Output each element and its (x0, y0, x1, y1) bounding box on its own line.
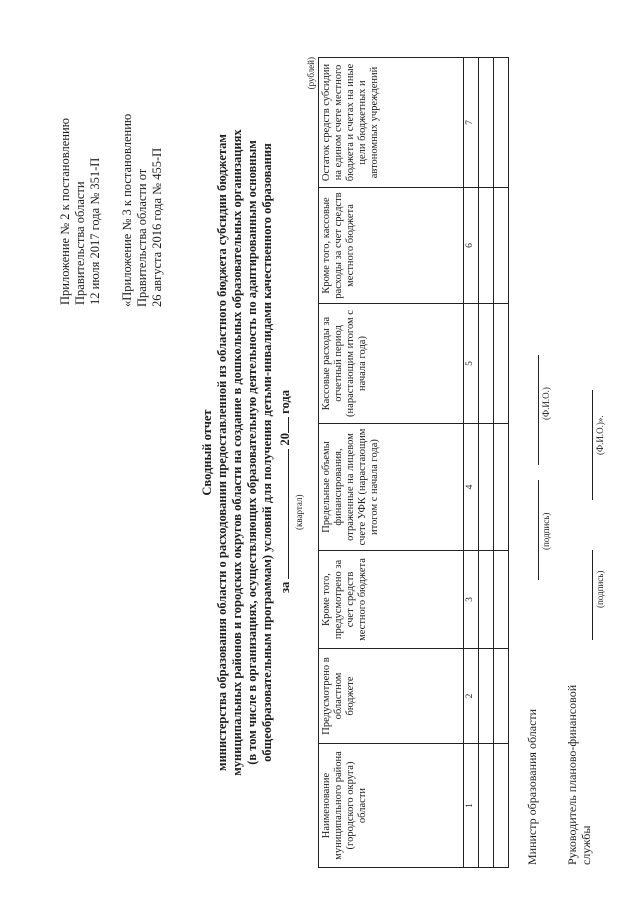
period-year: 20 (278, 432, 292, 446)
title-line-2: министерства образования области о расходовании предоставленной из областного бюджета субсидии бюджетам (215, 134, 229, 771)
approval-new-line-3: 12 июля 2017 года № 351-П (88, 157, 102, 305)
column-number: 2 (464, 649, 479, 744)
table-header-cell: Кроме того, кассовые расходы за счет средств местного бюджета (319, 188, 464, 304)
approval-old-line-2: Правительства области от (135, 168, 149, 307)
minister-label: Министр образования области (525, 708, 539, 865)
table-row (479, 58, 494, 868)
period-prefix: за (278, 581, 292, 593)
table-cell (494, 649, 509, 744)
table-cell (479, 58, 494, 188)
head-label (565, 685, 593, 865)
table-cell (494, 551, 509, 649)
approval-old-line-3: 26 августа 2016 года № 455-П (150, 147, 164, 307)
title-line-1: Сводный отчет (200, 409, 214, 496)
report-table (318, 57, 509, 868)
period-suffix: года (278, 390, 292, 414)
table-cell (479, 649, 494, 744)
head-signature-caption: (подпись) (595, 570, 605, 608)
period-line (278, 390, 293, 593)
table-cell (494, 304, 509, 424)
table-cell (494, 58, 509, 188)
table-cell (494, 424, 509, 551)
table-number-row (464, 58, 479, 868)
title-line-5: общеобразовательным программам) условий для получения детьми-инвалидами качественного образования (260, 143, 274, 762)
approval-block-old (120, 114, 165, 307)
table-header-cell: Кассовые расходы за отчетный период (нарастающим итогом с начала года) (319, 304, 464, 424)
head-name-line (592, 390, 593, 500)
units-label: (рублей) (306, 57, 316, 90)
period-year-blank (288, 417, 289, 433)
column-number: 3 (464, 551, 479, 649)
table-cell (479, 188, 494, 304)
approval-old-line-1: «Приложение № 3 к постановлению (120, 113, 134, 307)
report-title (200, 0, 275, 905)
title-line-3: муниципальных районов и городских округов области на создание в дошкольных образовательных организациях (230, 129, 244, 776)
minister-signature-line (538, 480, 539, 580)
approval-new-line-2: Правительства области (73, 181, 87, 305)
column-number: 5 (464, 304, 479, 424)
head-label-line-1: Руководитель планово-финансовой (565, 684, 579, 865)
period-caption: (квартал) (294, 494, 304, 530)
period-quarter-blank (288, 449, 289, 579)
table-cell (479, 744, 494, 868)
table-header-cell: Наименование муниципального района (городского округа) области (319, 744, 464, 868)
minister-signature-caption: (подпись) (541, 512, 551, 550)
table-header-cell: Предусмотрено в областном бюджете (319, 649, 464, 744)
table-cell (479, 551, 494, 649)
minister-name-line (538, 355, 539, 465)
table-cell (494, 744, 509, 868)
head-name-caption: (Ф.И.О.)». (595, 415, 605, 455)
title-line-4: (в том числе в организациях, осуществляющих образовательную деятельность по адаптированным основным (245, 140, 259, 765)
table-cell (479, 424, 494, 551)
table-header-cell: Остаток средств субсидии на едином счете местного бюджета и счетах на иные цели бюджетных и автономных учреждений (319, 58, 464, 188)
table-cell (494, 188, 509, 304)
table-cell (479, 304, 494, 424)
approval-block-new (58, 118, 103, 305)
minister-name-caption: (Ф.И.О.) (541, 387, 551, 420)
head-label-line-2: службы (579, 825, 593, 865)
table-header-cell: Предельные объемы финансирования, отраженные на лицевом счете УФК (нарастающим итогом с начала года) (319, 424, 464, 551)
column-number: 1 (464, 744, 479, 868)
head-signature-line (592, 550, 593, 640)
table-header-cell: Кроме того, предусмотрено за счет средств местного бюджета (319, 551, 464, 649)
table-row (494, 58, 509, 868)
table-header-row (319, 58, 464, 868)
column-number: 4 (464, 424, 479, 551)
column-number: 7 (464, 58, 479, 188)
column-number: 6 (464, 188, 479, 304)
approval-new-line-1: Приложение № 2 к постановлению (58, 118, 72, 305)
